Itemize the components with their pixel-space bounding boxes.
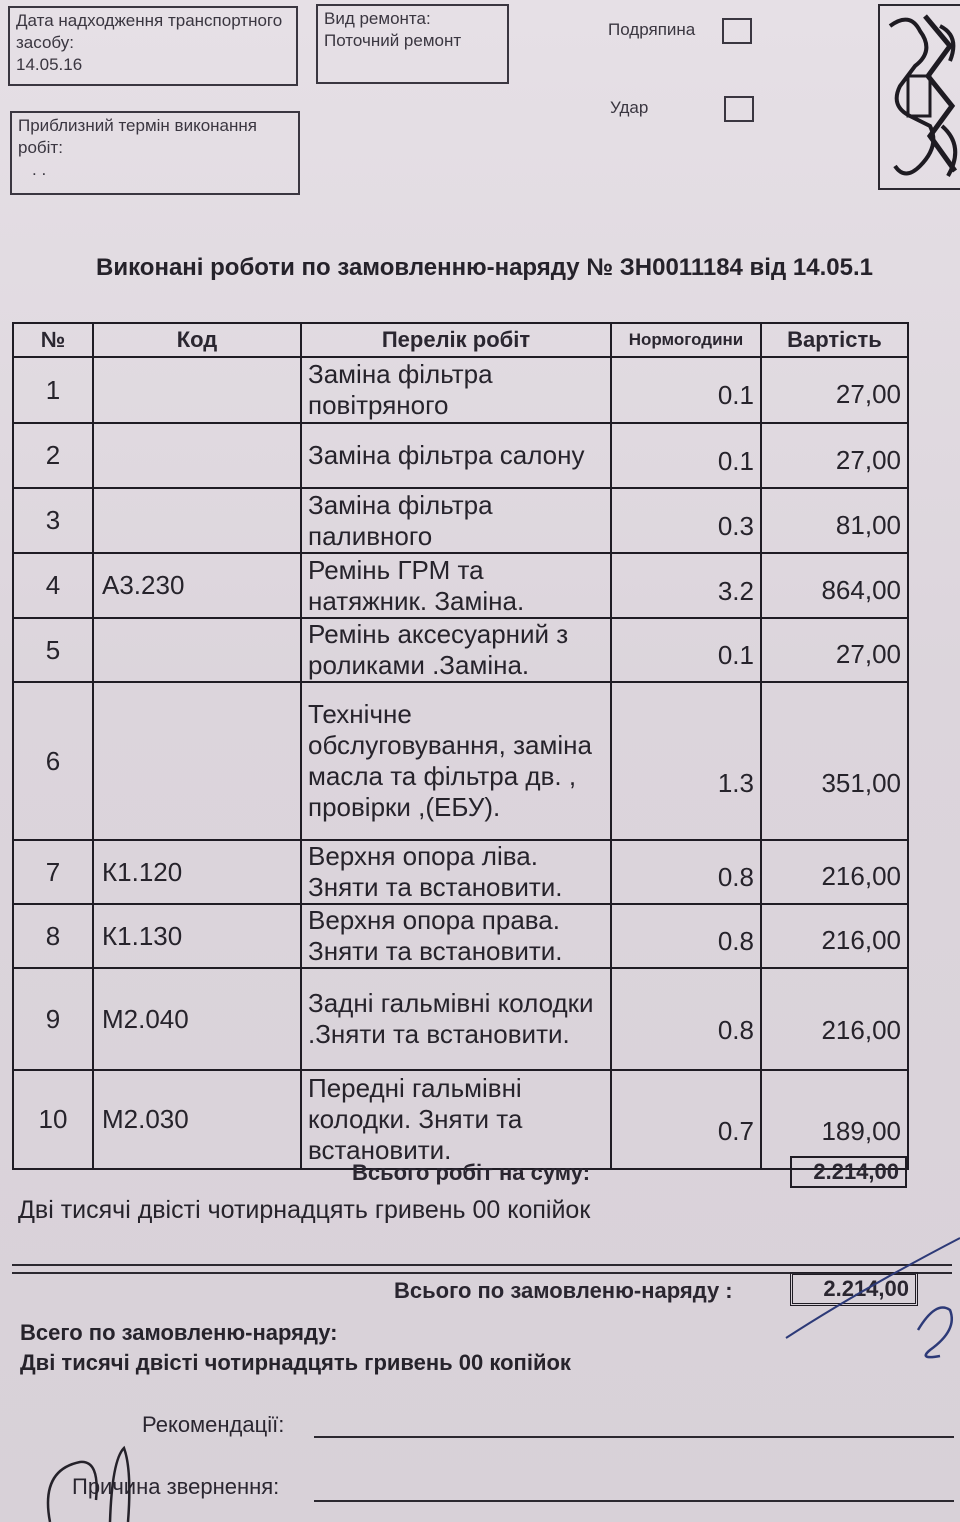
arrival-date-value: 14.05.16 bbox=[16, 55, 83, 74]
term-label: Приблизний термін виконання робіт: bbox=[18, 116, 257, 157]
table-row bbox=[13, 840, 908, 904]
row-code: М2.040 bbox=[93, 968, 301, 1070]
hit-label: Удар bbox=[610, 98, 649, 117]
repair-type-value: Поточний ремонт bbox=[324, 31, 462, 50]
row-price: 27,00 bbox=[761, 423, 908, 488]
row-hours: 3.2 bbox=[611, 553, 761, 618]
works-total-value: 2.214,00 bbox=[790, 1156, 907, 1188]
logo-mark-icon bbox=[880, 6, 960, 188]
row-code: А3.230 bbox=[93, 553, 301, 618]
table-row bbox=[13, 553, 908, 618]
row-work: Заміна фільтра салону bbox=[301, 423, 611, 488]
row-number: 8 bbox=[13, 904, 93, 968]
row-price: 81,00 bbox=[761, 488, 908, 553]
row-hours: 0.1 bbox=[611, 618, 761, 682]
term-value: . . bbox=[32, 160, 47, 179]
row-price: 216,00 bbox=[761, 840, 908, 904]
arrival-date-label: Дата надходження транспортного засобу: bbox=[16, 11, 283, 52]
row-work: Задні гальмівні колодки .Зняти та встановити. bbox=[301, 968, 611, 1070]
order-total-label: Всього по замовленю-наряду : bbox=[394, 1278, 733, 1303]
row-number: 10 bbox=[13, 1070, 93, 1169]
row-price: 216,00 bbox=[761, 968, 908, 1070]
term-box bbox=[10, 111, 300, 195]
order-total-value: 2.214,00 bbox=[790, 1272, 918, 1306]
row-hours: 0.7 bbox=[611, 1070, 761, 1169]
row-number: 5 bbox=[13, 618, 93, 682]
table-row bbox=[13, 618, 908, 682]
table-row bbox=[13, 488, 908, 553]
column-header-price: Вартість bbox=[761, 323, 908, 357]
row-number: 6 bbox=[13, 682, 93, 840]
scratch-label: Подряпина bbox=[608, 20, 696, 39]
row-hours: 1.3 bbox=[611, 682, 761, 840]
column-header-number: № bbox=[13, 323, 93, 357]
row-work: Передні гальмівні колодки. Зняти та встановити. bbox=[301, 1070, 611, 1169]
arrival-date-box bbox=[8, 6, 298, 86]
row-hours: 0.8 bbox=[611, 840, 761, 904]
row-number: 4 bbox=[13, 553, 93, 618]
table-row bbox=[13, 1070, 908, 1169]
row-work: Верхня опора ліва. Зняти та встановити. bbox=[301, 840, 611, 904]
row-price: 351,00 bbox=[761, 682, 908, 840]
row-price: 216,00 bbox=[761, 904, 908, 968]
row-code bbox=[93, 423, 301, 488]
row-hours: 0.3 bbox=[611, 488, 761, 553]
page-title: Виконані роботи по замовленню-наряду № ЗН0011184 від 14.05.1 bbox=[96, 254, 873, 281]
row-work: Верхня опора права. Зняти та встановити. bbox=[301, 904, 611, 968]
works-total-label: Всього робіт на суму: bbox=[352, 1160, 591, 1185]
hit-checkbox[interactable] bbox=[724, 96, 754, 122]
row-hours: 0.1 bbox=[611, 357, 761, 423]
row-work: Заміна фільтра паливного bbox=[301, 488, 611, 553]
row-code: М2.030 bbox=[93, 1070, 301, 1169]
scratch-checkbox[interactable] bbox=[722, 18, 752, 44]
row-work: Ремінь ГРМ та натяжник. Заміна. bbox=[301, 553, 611, 618]
table-row bbox=[13, 357, 908, 423]
row-code bbox=[93, 682, 301, 840]
reason-line[interactable] bbox=[314, 1500, 954, 1502]
row-number: 9 bbox=[13, 968, 93, 1070]
table-row bbox=[13, 968, 908, 1070]
recommendations-label: Рекомендації: bbox=[142, 1412, 285, 1437]
row-work: Технічне обслуговування, заміна масла та фільтра дв. , провірки ,(ЕБУ). bbox=[301, 682, 611, 840]
column-header-works: Перелік робіт bbox=[301, 323, 611, 357]
repair-type-label: Вид ремонта: bbox=[324, 9, 431, 28]
reason-label: Причина звернення: bbox=[72, 1474, 280, 1499]
row-price: 27,00 bbox=[761, 357, 908, 423]
row-hours: 0.8 bbox=[611, 968, 761, 1070]
row-work: Ремінь аксесуарний з роликами .Заміна. bbox=[301, 618, 611, 682]
company-logo bbox=[878, 4, 960, 190]
row-number: 7 bbox=[13, 840, 93, 904]
row-hours: 0.8 bbox=[611, 904, 761, 968]
recommendations-line[interactable] bbox=[314, 1436, 954, 1438]
row-number: 2 bbox=[13, 423, 93, 488]
works-total-words: Дві тисячі двісті чотирнадцять гривень 00 копійок bbox=[18, 1196, 591, 1224]
row-code bbox=[93, 618, 301, 682]
row-code: К1.120 bbox=[93, 840, 301, 904]
row-code bbox=[93, 488, 301, 553]
row-code: К1.130 bbox=[93, 904, 301, 968]
row-hours: 0.1 bbox=[611, 423, 761, 488]
row-number: 1 bbox=[13, 357, 93, 423]
row-code bbox=[93, 357, 301, 423]
order-total-words: Дві тисячі двісті чотирнадцять гривень 00 копійок bbox=[20, 1350, 571, 1375]
row-number: 3 bbox=[13, 488, 93, 553]
repair-type-box bbox=[316, 4, 509, 84]
column-header-hours: Нормогодини bbox=[611, 323, 761, 357]
table-row bbox=[13, 682, 908, 840]
works-total-row bbox=[12, 1156, 907, 1190]
row-price: 27,00 bbox=[761, 618, 908, 682]
row-work: Заміна фільтра повітряного bbox=[301, 357, 611, 423]
order-total-label-2: Всего по замовленю-наряду: bbox=[20, 1320, 338, 1345]
column-header-code: Код bbox=[93, 323, 301, 357]
table-header-row bbox=[13, 323, 908, 357]
table-row bbox=[13, 423, 908, 488]
row-price: 189,00 bbox=[761, 1070, 908, 1169]
row-price: 864,00 bbox=[761, 553, 908, 618]
table-row bbox=[13, 904, 908, 968]
works-table bbox=[12, 322, 909, 1170]
